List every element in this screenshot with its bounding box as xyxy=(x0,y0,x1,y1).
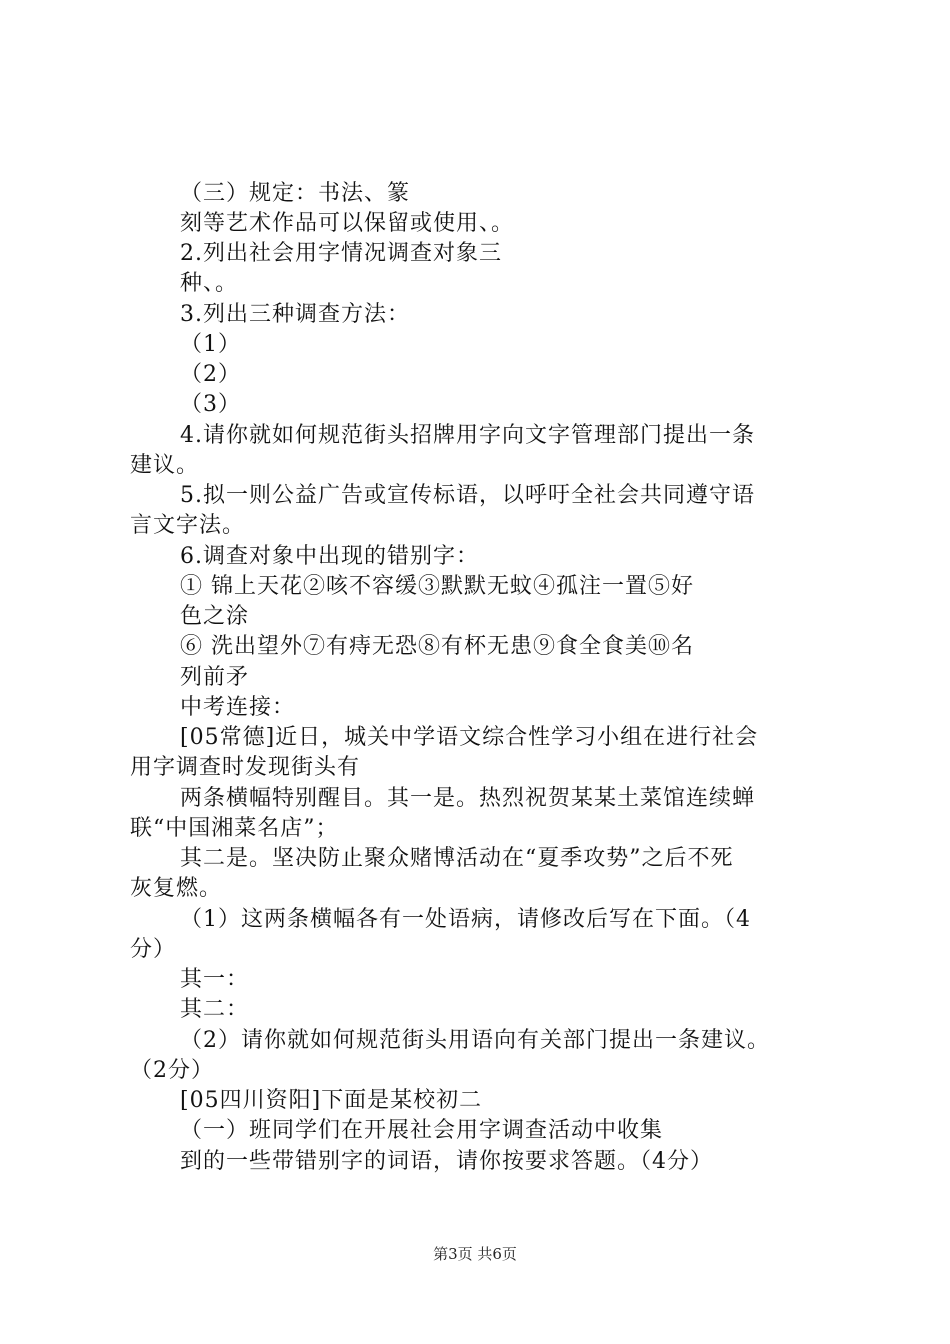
text-line: （1） xyxy=(180,332,241,357)
text-line: 3.列出三种调查方法： xyxy=(180,302,410,327)
text-line: （2）请你就如何规范街头用语向有关部门提出一条建议。 xyxy=(180,1028,770,1053)
text-line: 其一： xyxy=(180,967,250,992)
text-line: 用字调查时发现街头有 xyxy=(130,755,361,780)
text-line: 灰复燃。 xyxy=(130,876,223,901)
text-line: 其二： xyxy=(180,997,250,1022)
text-line: 到的一些带错别字的词语，请你按要求答题。（4分） xyxy=(180,1149,713,1174)
text-line: 中考连接： xyxy=(180,695,296,720)
text-line: 列前矛 xyxy=(180,665,250,690)
text-line: 6.调查对象中出现的错别字： xyxy=(180,544,479,569)
text-line: 其二是。坚决防止聚众赌博活动在“夏季攻势”之后不死 xyxy=(180,846,734,871)
text-line: （2分） xyxy=(130,1058,214,1083)
text-line: （三）规定：书法、篆 xyxy=(180,181,411,206)
text-line: ⑥ 洗出望外⑦有痔无恐⑧有杯无患⑨食全食美⑩名 xyxy=(180,634,694,659)
text-line: 建议。 xyxy=(130,453,200,478)
text-line: 言文字法。 xyxy=(130,513,246,538)
text-line: 刻等艺术作品可以保留或使用、。 xyxy=(180,211,515,236)
text-line: （3） xyxy=(180,392,241,417)
text-line: （一）班同学们在开展社会用字调查活动中收集 xyxy=(180,1118,664,1143)
text-line: 分） xyxy=(130,937,177,962)
text-line: 联“中国湘菜名店”； xyxy=(130,816,339,841)
text-line: 种、。 xyxy=(180,271,239,296)
text-line: 2.列出社会用字情况调查对象三 xyxy=(180,241,502,266)
text-line: 4.请你就如何规范街头招牌用字向文字管理部门提出一条 xyxy=(180,423,755,448)
text-line: 5.拟一则公益广告或宣传标语，以呼吁全社会共同遵守语 xyxy=(180,483,755,508)
text-line: 色之涂 xyxy=(180,604,250,629)
text-line: [05常德]近日，城关中学语文综合性学习小组在进行社会 xyxy=(180,725,759,750)
text-line: （1）这两条横幅各有一处语病，请修改后写在下面。（4 xyxy=(180,907,751,932)
text-line: （2） xyxy=(180,362,241,387)
page-footer xyxy=(0,1244,950,1264)
text-line: ① 锦上天花②咳不容缓③默默无蚊④孤注一置⑤好 xyxy=(180,574,694,599)
text-line: [05四川资阳]下面是某校初二 xyxy=(180,1088,483,1113)
page-number-label: 第3页 共6页 xyxy=(433,1245,517,1263)
text-line: 两条横幅特别醒目。其一是。热烈祝贺某某土菜馆连续蝉 xyxy=(180,786,756,811)
